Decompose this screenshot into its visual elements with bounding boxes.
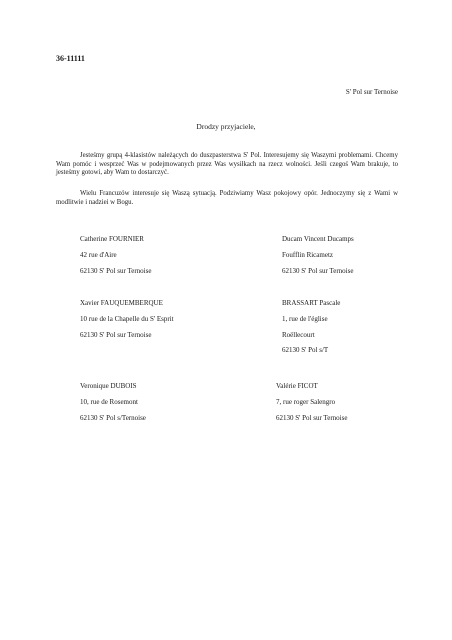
address-city: 62130 S' Pol sur Ternoise (282, 266, 354, 275)
address-street: Foufflin Ricametz (282, 250, 333, 259)
address-city: 62130 S' Pol s/Ternoise (80, 413, 146, 422)
address-name: Valérie FICOT (276, 382, 318, 390)
address-block-ficot (276, 379, 347, 426)
address-city: 62130 S' Pol sur Ternoise (80, 330, 152, 339)
address-name: Catherine FOURNIER (80, 235, 144, 243)
greeting: Drodzy przyjaciele, (196, 122, 256, 131)
address-city: 62130 S' Pol s/T (282, 346, 329, 355)
address-block-fauquemberque (80, 296, 174, 343)
address-block-dubois (80, 379, 146, 426)
address-name: BRASSART Pascale (282, 299, 341, 307)
address-street: 42 rue d'Aire (80, 250, 117, 259)
address-block-ducamps (282, 232, 354, 279)
address-name: Ducam Vincent Ducamps (282, 235, 354, 243)
address-street: 10 rue de la Chapelle du S' Esprit (80, 314, 174, 323)
sender-place: S' Pol sur Ternoise (345, 88, 398, 96)
address-block-brassart (282, 296, 340, 359)
address-block-fournier (80, 232, 151, 279)
address-street: 10, rue de Rosemont (80, 397, 138, 406)
address-name: Xavier FAUQUEMBERQUE (80, 299, 163, 307)
address-street: 7, rue roger Salengro (276, 397, 336, 406)
address-name: Veronique DUBOIS (80, 382, 137, 390)
address-city: 62130 S' Pol sur Ternoise (80, 266, 152, 275)
letter-paragraph-2: Wielu Francuzów interesuje się Waszą sytuacją. Podziwiamy Wasz pokojowy opór. Jednoczymy się z Wami w modlitwie i nadziei w Bogu. (56, 190, 398, 206)
address-town: Roëllecourt (282, 330, 315, 339)
address-street: 1, rue de l'église (282, 314, 328, 323)
reference-number: 36-11111 (56, 54, 85, 63)
letter-paragraph-1: Jesteśmy grupą 4-klasistów należących do duszpasterstwa S' Pol. Interesujemy się Waszymi problemami. Chcemy Wam pomóc i wesprzeć Was w podejmowanych przez Was wysiłkach na rzecz wolności. Jeśli czegoś Wam brakuje, to jesteśmy gotowi, aby Wam to dostarczyć. (56, 152, 398, 177)
address-city: 62130 S' Pol sur Ternoise (276, 413, 348, 422)
